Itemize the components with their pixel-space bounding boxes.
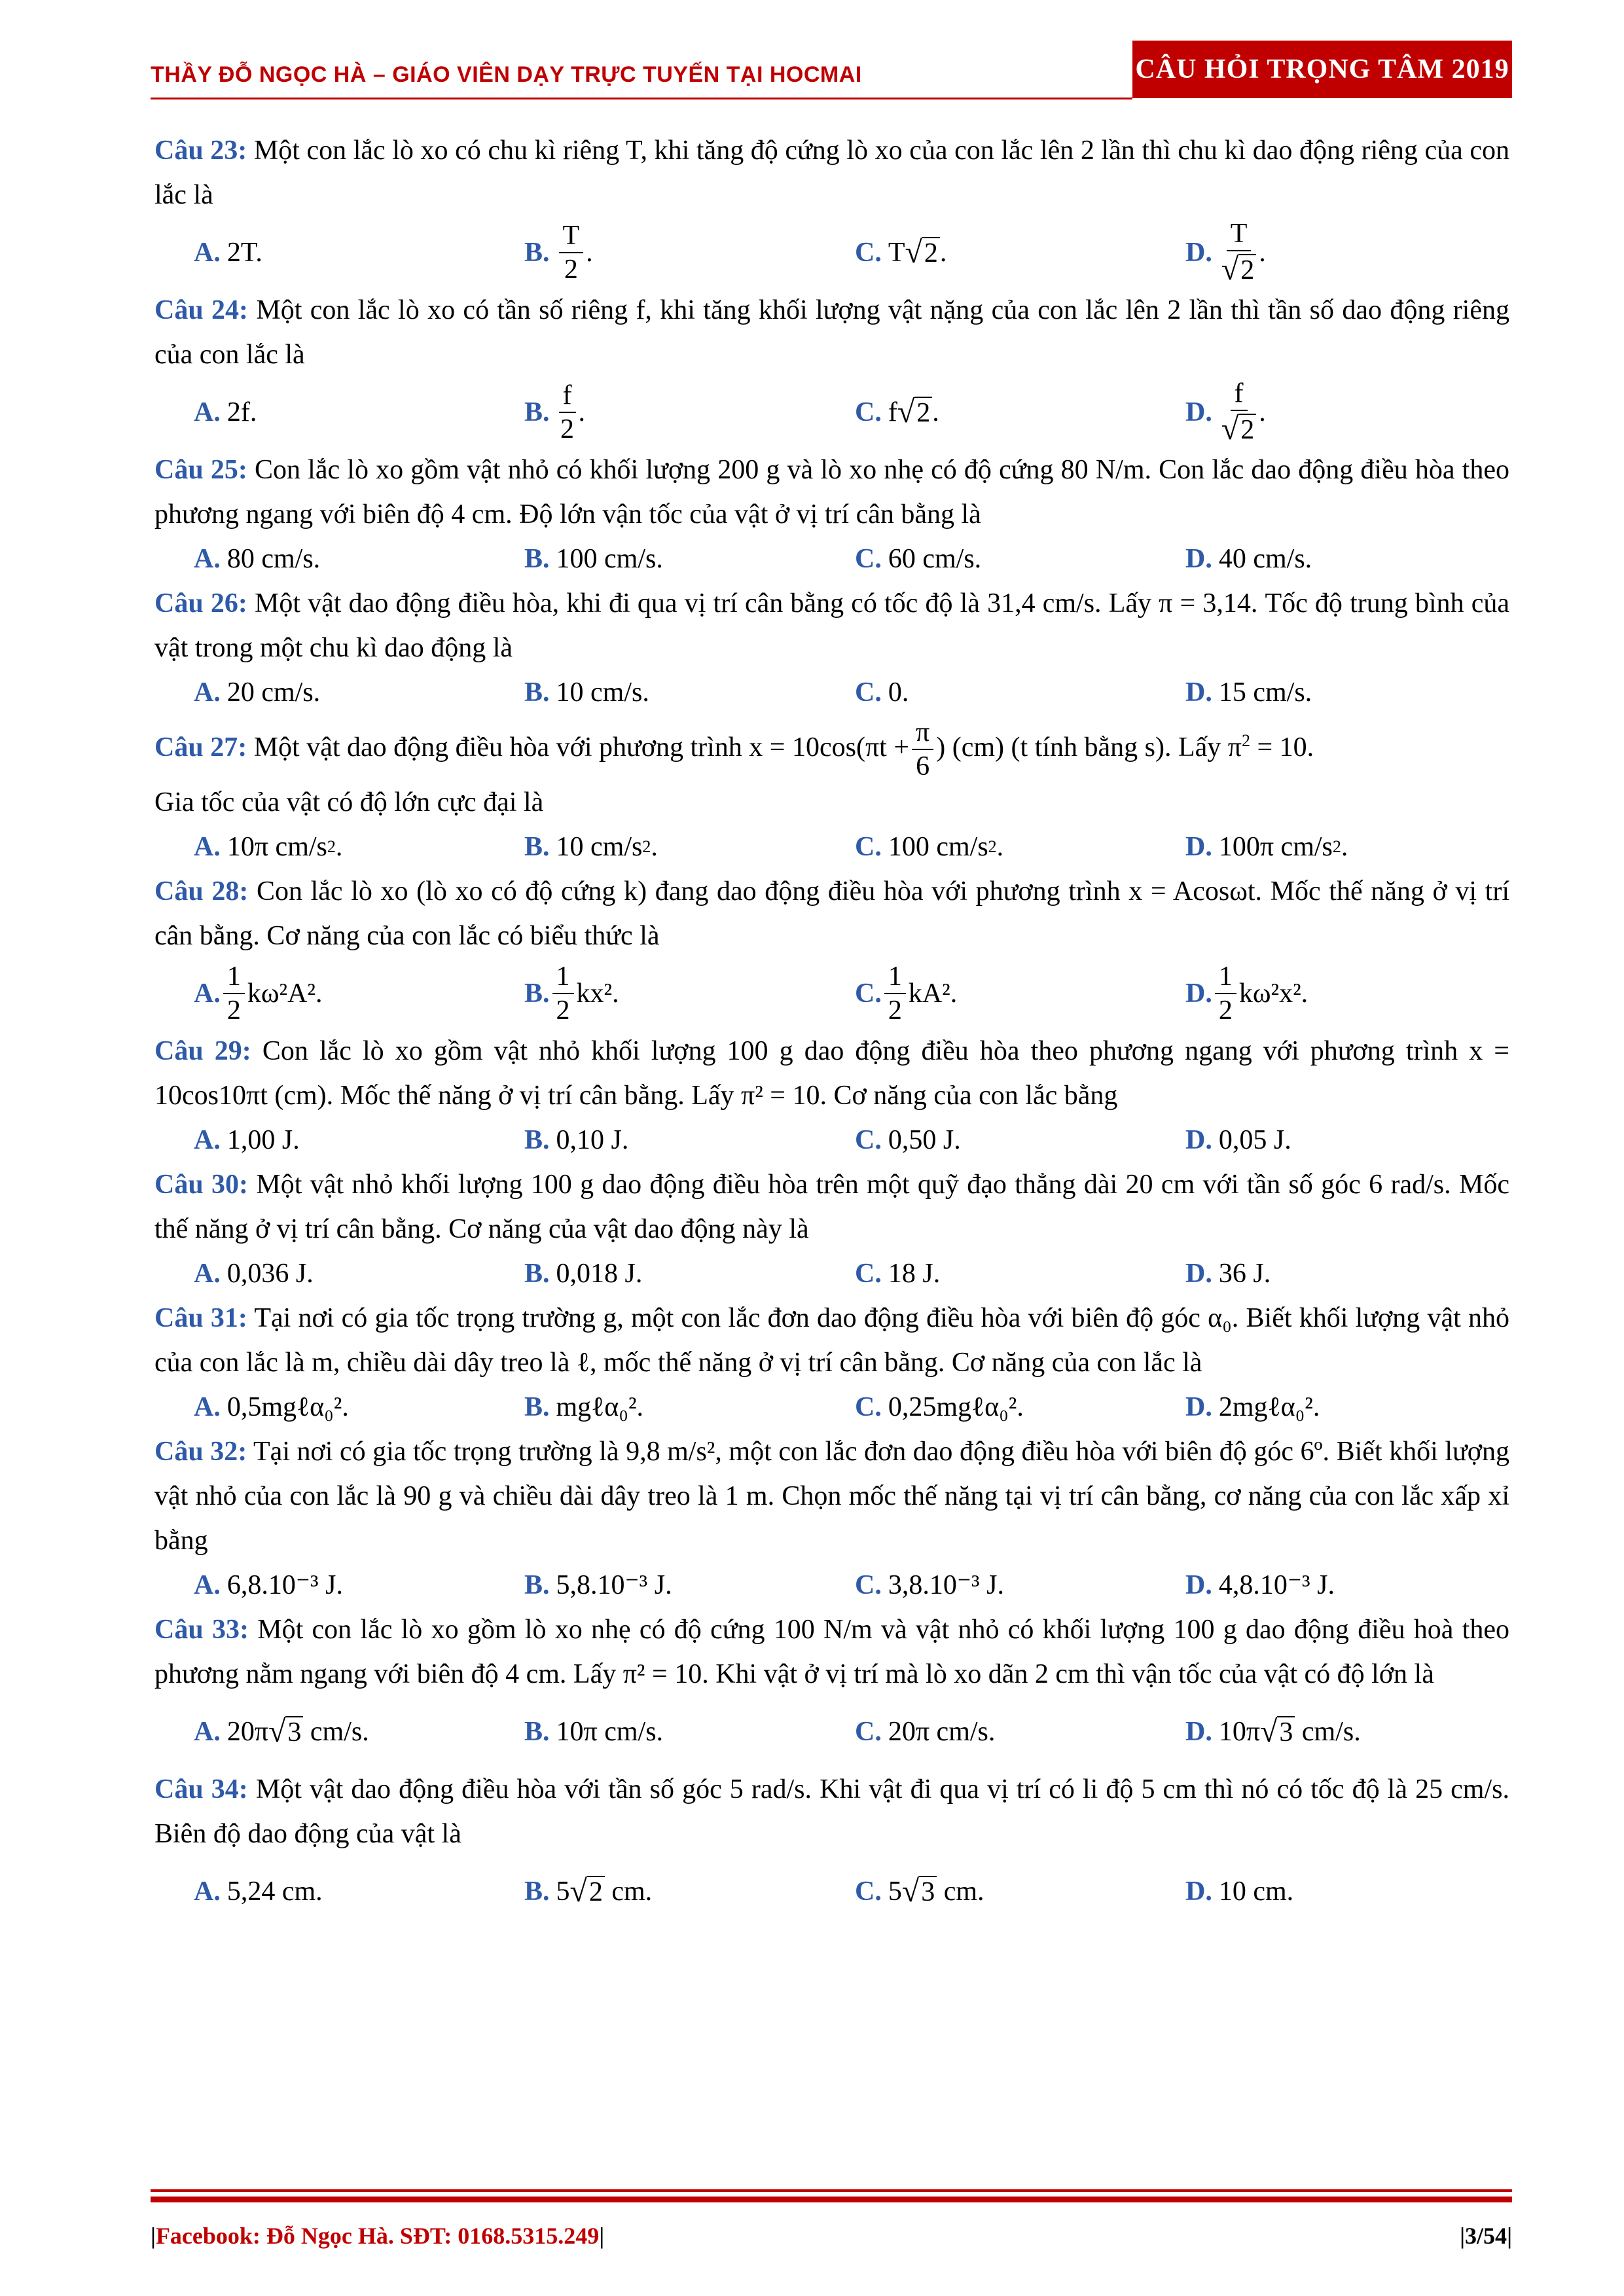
question-27: Câu 27: Một vật dao động điều hòa với phương trình x = 10cos(πt + $\frac{\pi}{6}$ ) (cm) (t tính bằng s). Lấy $\pi^2 = 10$.: [154, 717, 1314, 782]
option-a[interactable]: A. 20 cm/s.: [194, 677, 321, 708]
footer-contact: |Facebook: Đỗ Ngọc Hà. SĐT: 0168.5315.249|: [151, 2223, 605, 2249]
option-a[interactable]: A. 2f.: [194, 397, 257, 427]
option-d[interactable]: D. f √ 2 .: [1185, 378, 1266, 446]
option-d[interactable]: D. 0,05 J.: [1185, 1125, 1291, 1156]
option-b[interactable]: B. $\frac{1}{2}$ kx².: [524, 961, 619, 1026]
question-list: [154, 128, 1509, 1927]
question-text: Một con lắc lò xo có chu kì riêng T, khi tăng độ cứng lò xo của con lắc lên 2 lần thì chu kì dao động riêng của con lắc là: [154, 135, 1509, 210]
option-b[interactable]: B. 5 √ 2 cm.: [524, 1874, 653, 1909]
option-b[interactable]: B. $\frac{f}{2}$ .: [524, 380, 586, 444]
option-c[interactable]: C. f √ 2 .: [855, 394, 939, 429]
question-26: Câu 26: Một vật dao động điều hòa, khi đi qua vị trí cân bằng có tốc độ là 31,4 cm/s. Lấy π = 3,14. Tốc độ trung bình của vật trong một chu kì dao động là: [154, 588, 1509, 663]
question-29: Câu 29: Con lắc lò xo gồm vật nhỏ khối lượng 100 g dao động điều hòa theo phương ngang với phương trình x = 10cos10πt (cm). Mốc thế năng ở vị trí cân bằng. Lấy π² = 10. Cơ năng của con lắc bằng: [154, 1036, 1509, 1111]
options-33: [154, 1696, 1509, 1767]
option-b[interactable]: B. 10 cm/s.: [524, 677, 649, 708]
fraction: $\frac{T}{2}$: [559, 222, 584, 283]
option-d[interactable]: D. 2mgℓα₀².: [1185, 1392, 1320, 1423]
option-c[interactable]: C. 100 cm/s 2 .: [855, 832, 1004, 863]
option-c[interactable]: C. $\frac{1}{2}$ kA².: [855, 961, 958, 1026]
option-c[interactable]: C. 0.: [855, 677, 909, 708]
page-footer: [151, 2222, 1512, 2261]
option-a[interactable]: A. 10π cm/s 2 .: [194, 832, 343, 863]
header-badge: CÂU HỎI TRỌNG TÂM 2019: [1132, 41, 1512, 98]
question-27-line2: Gia tốc của vật có độ lớn cực đại là: [154, 787, 544, 818]
option-a[interactable]: A. 5,24 cm.: [194, 1876, 323, 1907]
question-25: Câu 25: Con lắc lò xo gồm vật nhỏ có khối lượng 200 g và lò xo nhẹ có độ cứng 80 N/m. Con lắc dao động điều hòa theo phương ngang với biên độ 4 cm. Độ lớn vận tốc của vật ở vị trí cân bằng là: [154, 455, 1509, 529]
question-33: Câu 33: Một con lắc lò xo gồm lò xo nhẹ có độ cứng 100 N/m và vật nhỏ có khối lượng 100 g dao động điều hoà theo phương nằm ngang với biên độ 4 cm. Lấy π² = 10. Khi vật ở vị trí mà lò xo dãn 2 cm thì vận tốc của vật có độ lớn là: [154, 1615, 1509, 1690]
option-b[interactable]: B. mgℓα₀².: [524, 1392, 644, 1423]
options-34: [154, 1856, 1509, 1927]
option-d[interactable]: D. T √ 2 .: [1185, 218, 1266, 287]
option-d[interactable]: D. 40 cm/s.: [1185, 544, 1312, 574]
fraction: T √ 2: [1221, 220, 1256, 285]
option-b[interactable]: B. 0,018 J.: [524, 1259, 643, 1289]
option-b[interactable]: B. 10 cm/s 2 .: [524, 832, 658, 863]
question-24: Câu 24: Một con lắc lò xo có tần số riêng f, khi tăng khối lượng vật nặng của con lắc lên 2 lần thì tần số dao động riêng của con lắc là: [154, 295, 1509, 370]
option-b[interactable]: B. 100 cm/s.: [524, 544, 663, 574]
option-c[interactable]: C. 0,25mgℓα₀².: [855, 1392, 1024, 1423]
option-b[interactable]: B. 0,10 J.: [524, 1125, 629, 1156]
page-number: |3/54|: [1460, 2223, 1512, 2249]
option-d[interactable]: D. 36 J.: [1185, 1259, 1271, 1289]
option-c[interactable]: C. 0,50 J.: [855, 1125, 961, 1156]
option-d[interactable]: D. 100π cm/s 2 .: [1185, 832, 1348, 863]
options-28: [154, 958, 1509, 1029]
footer-rule-thick: [151, 2197, 1512, 2202]
question-label: Câu 23:: [154, 135, 247, 166]
option-a[interactable]: A. 0,036 J.: [194, 1259, 314, 1289]
option-d[interactable]: D. 10 cm.: [1185, 1876, 1294, 1907]
option-a[interactable]: A. 2T.: [194, 238, 262, 268]
option-b[interactable]: B. 5,8.10⁻³ J.: [524, 1570, 672, 1601]
option-c[interactable]: C. 5 √ 3 cm.: [855, 1874, 984, 1909]
options-25: [154, 537, 1509, 581]
option-a[interactable]: A. 20π √ 3 cm/s.: [194, 1714, 369, 1749]
option-b[interactable]: B. 10π cm/s.: [524, 1717, 664, 1748]
sqrt-symbol: √ 2: [905, 237, 940, 268]
question-32: Câu 32: Tại nơi có gia tốc trọng trường là 9,8 m/s², một con lắc đơn dao động điều hòa với biên độ góc 6º. Biết khối lượng vật nhỏ của con lắc là 90 g và chiều dài dây treo là 1 m. Chọn mốc thế năng tại vị trí cân bằng, cơ năng của con lắc xấp xỉ bằng: [154, 1437, 1509, 1556]
options-26: [154, 670, 1509, 715]
options-30: [154, 1251, 1509, 1296]
question-34: Câu 34: Một vật dao động điều hòa với tần số góc 5 rad/s. Khi vật đi qua vị trí có li độ 5 cm thì nó có tốc độ là 25 cm/s. Biên độ dao động của vật là: [154, 1774, 1509, 1850]
option-d[interactable]: D. 15 cm/s.: [1185, 677, 1312, 708]
option-b[interactable]: B. $\frac{T}{2}$ .: [524, 221, 593, 285]
options-32: [154, 1563, 1509, 1607]
option-c[interactable]: C. 60 cm/s.: [855, 544, 982, 574]
options-31: [154, 1385, 1509, 1429]
option-a[interactable]: A. $\frac{1}{2}$ kω²A².: [194, 961, 323, 1026]
option-a[interactable]: A. 1,00 J.: [194, 1125, 300, 1156]
option-d[interactable]: D. $\frac{1}{2}$ kω²x².: [1185, 961, 1308, 1026]
option-a[interactable]: A. 0,5mgℓα₀².: [194, 1392, 349, 1423]
options-24: [154, 377, 1509, 448]
header-rule: [151, 98, 1132, 99]
page-header: [151, 41, 1512, 99]
option-a[interactable]: A. 80 cm/s.: [194, 544, 321, 574]
question-23: [154, 128, 1509, 217]
question-30: Câu 30: Một vật nhỏ khối lượng 100 g dao động điều hòa trên một quỹ đạo thẳng dài 20 cm với tần số góc 6 rad/s. Mốc thế năng ở vị trí cân bằng. Cơ năng của vật dao động này là: [154, 1170, 1509, 1245]
option-c[interactable]: C. 18 J.: [855, 1259, 941, 1289]
option-d[interactable]: D. 4,8.10⁻³ J.: [1185, 1570, 1335, 1601]
options-23: [154, 217, 1509, 288]
option-a[interactable]: A. 6,8.10⁻³ J.: [194, 1570, 343, 1601]
options-29: [154, 1118, 1509, 1162]
question-28: Câu 28: Con lắc lò xo (lò xo có độ cứng k) đang dao động điều hòa với phương trình x = Acosωt. Mốc thế năng ở vị trí cân bằng. Cơ năng của con lắc có biểu thức là: [154, 876, 1509, 952]
question-31: Câu 31: Tại nơi có gia tốc trọng trường g, một con lắc đơn dao động điều hòa với biên độ góc α₀. Biết khối lượng vật nhỏ của con lắc là m, chiều dài dây treo là ℓ, mốc thế năng ở vị trí cân bằng. Cơ năng của con lắc là: [154, 1303, 1509, 1378]
option-d[interactable]: D. 10π √ 3 cm/s.: [1185, 1714, 1361, 1749]
header-title: THẦY ĐỖ NGỌC HÀ – GIÁO VIÊN DẠY TRỰC TUYẾN TẠI HOCMAI: [151, 62, 862, 87]
options-27: [154, 825, 1509, 869]
option-c[interactable]: C. 20π cm/s.: [855, 1717, 996, 1748]
option-c[interactable]: C. 3,8.10⁻³ J.: [855, 1570, 1004, 1601]
option-c[interactable]: C. T √ 2 .: [855, 234, 947, 270]
footer-rule: [151, 2189, 1512, 2192]
